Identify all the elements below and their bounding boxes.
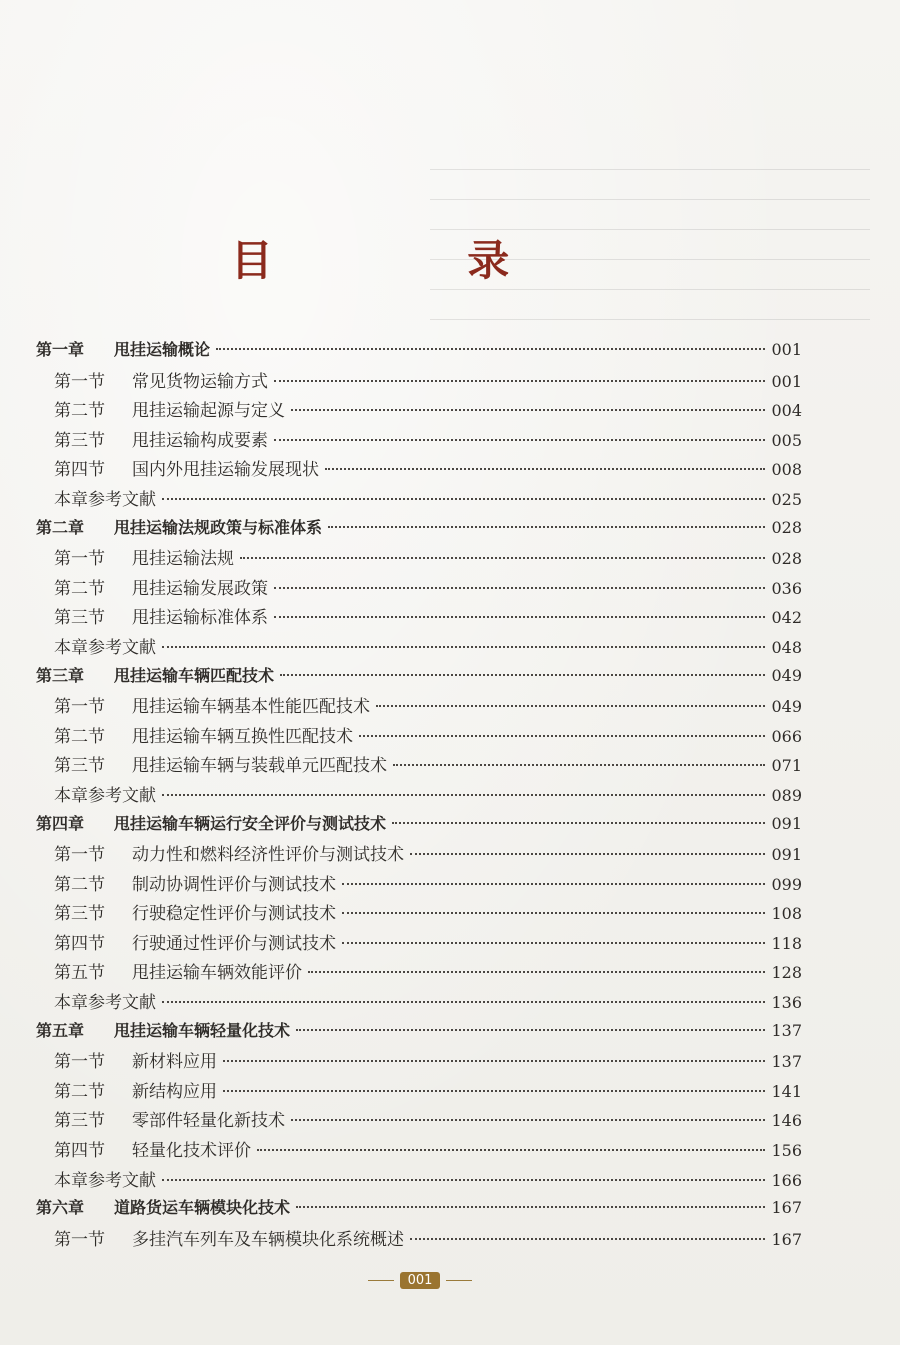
entry-number: 第五节: [54, 963, 105, 984]
entry-title: 新材料应用: [132, 1052, 217, 1073]
page-title: 目 录: [230, 236, 600, 285]
entry-page-number: 049: [771, 665, 802, 685]
dot-leader: [162, 1001, 765, 1003]
entry-number: 第二节: [54, 726, 105, 747]
entry-title: 新结构应用: [132, 1081, 217, 1102]
entry-page-number: 128: [771, 963, 802, 983]
entry-page-number: 049: [771, 697, 802, 717]
entry-page-number: 108: [771, 904, 802, 924]
dot-leader: [162, 646, 765, 648]
dot-leader: [162, 498, 765, 500]
toc-reference-entry[interactable]: [36, 1166, 802, 1196]
toc-chapter-entry[interactable]: [36, 1018, 802, 1048]
dot-leader: [393, 764, 765, 766]
toc-section-entry[interactable]: [36, 958, 802, 988]
entry-number: 第二节: [54, 874, 105, 895]
entry-page-number: 048: [771, 637, 802, 657]
toc-section-entry[interactable]: [36, 899, 802, 929]
entry-page-number: 042: [771, 608, 802, 628]
toc-section-entry[interactable]: [36, 751, 802, 781]
entry-page-number: 066: [771, 726, 802, 746]
dot-leader: [392, 822, 765, 824]
entry-page-number: 091: [771, 813, 802, 833]
entry-number: 第一节: [54, 1229, 105, 1250]
dot-leader: [291, 409, 765, 411]
toc-section-entry[interactable]: [36, 455, 802, 485]
dot-leader: [223, 1060, 765, 1062]
page-footer: [0, 1270, 840, 1289]
entry-number: 第三节: [54, 756, 105, 777]
dot-leader: [240, 557, 765, 559]
entry-page-number: 146: [771, 1111, 802, 1131]
toc-section-entry[interactable]: [36, 396, 802, 426]
entry-title: 本章参考文献: [54, 489, 156, 510]
dot-leader: [291, 1119, 765, 1121]
toc-section-entry[interactable]: [36, 1047, 802, 1077]
entry-page-number: 136: [771, 993, 802, 1013]
entry-page-number: 118: [771, 933, 802, 953]
entry-number: 第一节: [54, 845, 105, 866]
toc-chapter-entry[interactable]: [36, 663, 802, 693]
entry-page-number: 137: [771, 1052, 802, 1072]
toc-section-entry[interactable]: [36, 603, 802, 633]
toc-section-entry[interactable]: [36, 692, 802, 722]
entry-title: 制动协调性评价与测试技术: [132, 874, 336, 895]
toc-reference-entry[interactable]: [36, 633, 802, 663]
entry-title: 甩挂运输发展政策: [132, 578, 268, 599]
entry-page-number: 089: [771, 785, 802, 805]
dot-leader: [274, 439, 765, 441]
dot-leader: [308, 971, 765, 973]
dot-leader: [162, 794, 765, 796]
entry-page-number: 036: [771, 578, 802, 598]
dot-leader: [274, 587, 765, 589]
entry-page-number: 001: [771, 371, 802, 391]
dot-leader: [376, 705, 765, 707]
toc-chapter-entry[interactable]: [36, 1195, 802, 1225]
entry-number: 第四节: [54, 1141, 105, 1162]
entry-title: 国内外甩挂运输发展现状: [132, 460, 319, 481]
entry-title: 本章参考文献: [54, 637, 156, 658]
entry-page-number: 025: [771, 489, 802, 509]
toc-section-entry[interactable]: [36, 840, 802, 870]
entry-title: 多挂汽车列车及车辆模块化系统概述: [132, 1229, 404, 1250]
toc-reference-entry[interactable]: [36, 485, 802, 515]
entry-title: 本章参考文献: [54, 785, 156, 806]
entry-title: 甩挂运输车辆基本性能匹配技术: [132, 697, 370, 718]
toc-section-entry[interactable]: [36, 367, 802, 397]
entry-number: 第四节: [54, 460, 105, 481]
footer-rule-left: [368, 1280, 394, 1281]
entry-page-number: 167: [771, 1198, 802, 1218]
entry-title: 甩挂运输车辆匹配技术: [114, 665, 275, 685]
entry-number: 第三节: [54, 430, 105, 451]
entry-page-number: 156: [771, 1141, 802, 1161]
dot-leader: [274, 616, 765, 618]
dot-leader: [216, 348, 765, 350]
entry-page-number: 005: [771, 430, 802, 450]
entry-page-number: 099: [771, 874, 802, 894]
entry-title: 本章参考文献: [54, 993, 156, 1014]
entry-title: 本章参考文献: [54, 1170, 156, 1191]
toc-reference-entry[interactable]: [36, 988, 802, 1018]
toc-section-entry[interactable]: [36, 1077, 802, 1107]
entry-page-number: 008: [771, 460, 802, 480]
entry-title: 甩挂运输法规政策与标准体系: [114, 517, 323, 537]
entry-page-number: 167: [771, 1229, 802, 1249]
toc-section-entry[interactable]: [36, 870, 802, 900]
entry-title: 甩挂运输法规: [132, 549, 234, 570]
entry-title: 甩挂运输起源与定义: [132, 401, 285, 422]
entry-title: 甩挂运输车辆与装载单元匹配技术: [132, 756, 387, 777]
entry-number: 第二章: [36, 517, 85, 537]
dot-leader: [257, 1149, 765, 1151]
entry-number: 第一章: [36, 340, 85, 359]
dot-leader: [328, 526, 765, 528]
entry-number: 第四节: [54, 933, 105, 954]
entry-page-number: 166: [771, 1170, 802, 1190]
entry-title: 道路货运车辆模块化技术: [114, 1198, 291, 1218]
entry-title: 甩挂运输车辆互换性匹配技术: [132, 726, 353, 747]
dot-leader: [325, 468, 765, 470]
dot-leader: [342, 912, 765, 914]
entry-title: 甩挂运输车辆运行安全评价与测试技术: [114, 813, 387, 833]
toc-chapter-entry[interactable]: [36, 337, 802, 367]
toc-section-entry[interactable]: [36, 722, 802, 752]
toc-section-entry[interactable]: [36, 1106, 802, 1136]
dot-leader: [342, 942, 765, 944]
entry-title: 甩挂运输车辆效能评价: [132, 963, 302, 984]
entry-number: 第一节: [54, 371, 105, 392]
toc-section-entry[interactable]: [36, 544, 802, 574]
entry-title: 甩挂运输构成要素: [132, 430, 268, 451]
toc-section-entry[interactable]: [36, 574, 802, 604]
entry-title: 甩挂运输车辆轻量化技术: [114, 1020, 291, 1040]
entry-number: 第二节: [54, 401, 105, 422]
entry-title: 行驶通过性评价与测试技术: [132, 933, 336, 954]
entry-page-number: 028: [771, 517, 802, 537]
dot-leader: [274, 380, 765, 382]
dot-leader: [410, 1238, 765, 1240]
entry-number: 第三节: [54, 608, 105, 629]
entry-page-number: 004: [771, 401, 802, 421]
table-of-contents: [36, 337, 802, 1254]
dot-leader: [359, 735, 765, 737]
entry-page-number: 001: [771, 340, 802, 359]
toc-chapter-entry[interactable]: [36, 811, 802, 841]
entry-number: 第六章: [36, 1198, 85, 1218]
footer-rule-right: [446, 1280, 472, 1281]
entry-number: 第四章: [36, 813, 85, 833]
dot-leader: [410, 853, 765, 855]
entry-title: 甩挂运输标准体系: [132, 608, 268, 629]
dot-leader: [296, 1206, 765, 1208]
entry-page-number: 141: [771, 1081, 802, 1101]
entry-title: 轻量化技术评价: [132, 1141, 251, 1162]
dot-leader: [342, 883, 765, 885]
entry-number: 第二节: [54, 1081, 105, 1102]
toc-section-entry[interactable]: [36, 1225, 802, 1255]
toc-section-entry[interactable]: [36, 929, 802, 959]
entry-page-number: 091: [771, 845, 802, 865]
dot-leader: [223, 1090, 765, 1092]
entry-title: 行驶稳定性评价与测试技术: [132, 904, 336, 925]
page-number-badge: 001: [400, 1272, 441, 1289]
entry-title: 甩挂运输概论: [114, 340, 211, 359]
entry-page-number: 028: [771, 549, 802, 569]
entry-page-number: 137: [771, 1020, 802, 1040]
entry-number: 第五章: [36, 1020, 85, 1040]
entry-page-number: 071: [771, 756, 802, 776]
entry-number: 第三节: [54, 904, 105, 925]
dot-leader: [296, 1029, 765, 1031]
toc-section-entry[interactable]: [36, 1136, 802, 1166]
entry-title: 零部件轻量化新技术: [132, 1111, 285, 1132]
entry-number: 第三章: [36, 665, 85, 685]
entry-title: 动力性和燃料经济性评价与测试技术: [132, 845, 404, 866]
entry-number: 第三节: [54, 1111, 105, 1132]
entry-number: 第一节: [54, 549, 105, 570]
entry-number: 第一节: [54, 1052, 105, 1073]
toc-section-entry[interactable]: [36, 426, 802, 456]
dot-leader: [280, 674, 765, 676]
entry-title: 常见货物运输方式: [132, 371, 268, 392]
dot-leader: [162, 1179, 765, 1181]
toc-chapter-entry[interactable]: [36, 515, 802, 545]
entry-number: 第二节: [54, 578, 105, 599]
toc-reference-entry[interactable]: [36, 781, 802, 811]
entry-number: 第一节: [54, 697, 105, 718]
